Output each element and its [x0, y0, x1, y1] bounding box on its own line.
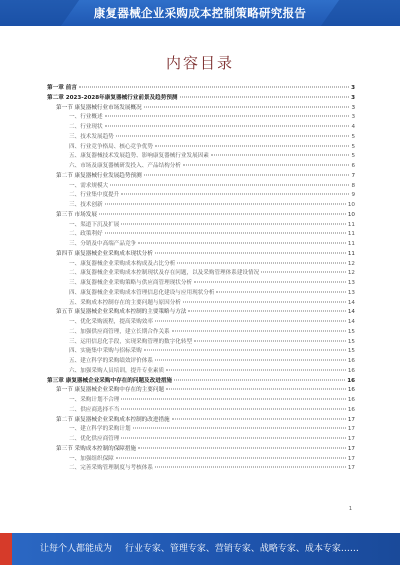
toc-entry-label: 五、建立科学的采购绩效评价体系	[69, 358, 153, 364]
toc-entry[interactable]	[47, 279, 355, 289]
toc-entry-page: 12	[347, 260, 355, 267]
header-bar	[0, 0, 400, 26]
toc-entry-label: 四、康复器械企业采购成本管理信息化建设与应用现状分析	[69, 289, 215, 296]
toc-entry-label: 三、康复器械企业采购策略与供应商管理现状分析	[69, 280, 193, 286]
toc-entry-page: 5	[351, 143, 355, 150]
toc-entry[interactable]	[47, 94, 355, 104]
toc-leader-dots	[121, 408, 346, 409]
toc-entry-label: 二、行业现状	[69, 124, 103, 130]
toc-leader-dots	[105, 116, 350, 117]
toc-leader-dots	[216, 291, 345, 292]
toc-leader-dots	[183, 301, 346, 302]
toc-entry[interactable]	[47, 269, 355, 279]
toc-leader-dots	[144, 106, 350, 107]
toc-leader-dots	[121, 223, 346, 224]
toc-entry[interactable]	[47, 367, 355, 377]
toc-leader-dots	[116, 457, 346, 458]
toc-leader-dots	[79, 87, 349, 88]
toc-entry[interactable]	[47, 464, 355, 474]
toc-entry-label: 二、行业集中度提升	[69, 192, 120, 199]
toc-entry-label: 第三节 采购成本控制的保障措施	[56, 445, 137, 452]
toc-entry-label: 三、技术创新	[69, 202, 103, 208]
toc-entry[interactable]	[47, 201, 355, 211]
toc-entry-label: 五、康复器械技术发展趋势、影响康复器械行业发展因素	[69, 153, 209, 160]
toc-entry-label: 第二节 康复器械行业发展趋势预测	[56, 172, 142, 179]
toc-entry[interactable]	[47, 328, 355, 338]
toc-entry[interactable]	[47, 357, 355, 367]
toc-entry[interactable]	[47, 240, 355, 250]
toc-entry-page: 10	[347, 211, 355, 218]
toc-entry[interactable]	[47, 377, 355, 387]
toc-entry[interactable]	[47, 230, 355, 240]
toc-entry[interactable]	[47, 338, 355, 348]
toc-entry-page: 16	[347, 358, 355, 364]
toc-entry-label: 一、行业概述	[69, 114, 103, 121]
toc-entry-page: 14	[347, 309, 355, 316]
toc-entry-label: 三、技术发展趋势	[69, 133, 114, 140]
toc-entry-page: 16	[347, 367, 355, 374]
toc-entry-page: 17	[347, 416, 355, 423]
footer-slogan-right: 行业专家、管理专家、营销专家、战略专家、成本专家……	[124, 544, 359, 554]
toc-entry-page: 17	[347, 455, 355, 462]
toc-entry-page: 13	[347, 289, 355, 296]
footer-slogan-left: 让每个人都能成为	[40, 544, 113, 554]
toc-entry-page: 11	[347, 221, 355, 228]
toc-leader-dots	[211, 155, 350, 156]
toc-entry-page: 17	[347, 436, 355, 442]
toc-heading: 内容目录	[165, 54, 234, 72]
toc-leader-dots	[105, 233, 346, 234]
toc-entry-label: 二、供应商选择不当	[69, 406, 120, 413]
toc-entry-page: 11	[347, 241, 355, 247]
toc-leader-dots	[155, 360, 346, 361]
table-of-contents	[47, 84, 355, 474]
toc-entry-page: 13	[347, 280, 355, 286]
toc-entry[interactable]	[47, 123, 355, 133]
toc-entry-label: 二、优化供应商管理	[69, 436, 120, 442]
toc-entry[interactable]	[47, 162, 355, 172]
toc-entry-label: 六、加强采购人员培训，提升专业素质	[69, 367, 165, 374]
toc-leader-dots	[155, 321, 346, 322]
toc-entry-label: 第三章 康复器械企业采购中存在的问题及改进措施	[47, 377, 173, 384]
toc-leader-dots	[177, 262, 346, 263]
toc-entry[interactable]	[47, 396, 355, 406]
toc-entry-label: 二、完善采购管理制度与考核体系	[69, 465, 153, 472]
toc-entry[interactable]	[47, 133, 355, 143]
toc-leader-dots	[194, 340, 346, 341]
toc-entry[interactable]	[47, 318, 355, 328]
toc-leader-dots	[133, 428, 346, 429]
toc-leader-dots	[105, 126, 350, 127]
toc-entry[interactable]	[47, 143, 355, 153]
toc-leader-dots	[144, 174, 350, 175]
toc-entry[interactable]	[47, 416, 355, 426]
toc-entry-label: 二、政策利好	[69, 231, 103, 238]
footer-slogan	[40, 533, 390, 565]
toc-entry-label: 第五节 康复器械企业采购成本控制的主要策略与方法	[56, 309, 187, 316]
toc-entry-label: 一、需求规模大	[69, 182, 109, 189]
toc-entry-label: 第四节 康复器械企业采购成本现状分析	[56, 250, 153, 257]
toc-entry[interactable]	[47, 172, 355, 182]
toc-entry-page: 16	[347, 397, 355, 403]
toc-entry-page: 8	[351, 182, 355, 189]
toc-leader-dots	[194, 282, 346, 283]
toc-entry-page: 14	[347, 319, 355, 325]
toc-leader-dots	[188, 311, 345, 312]
toc-leader-dots	[172, 330, 346, 331]
toc-entry-page: 3	[351, 85, 355, 91]
toc-entry[interactable]	[47, 435, 355, 445]
toc-entry[interactable]	[47, 221, 355, 231]
toc-entry-label: 一、加强组织保障	[69, 455, 114, 462]
toc-entry[interactable]	[47, 250, 355, 260]
toc-entry-label: 第一章 前言	[47, 85, 77, 91]
toc-entry-page: 14	[347, 299, 355, 306]
toc-leader-dots	[99, 213, 346, 214]
toc-entry-label: 四、行业竞争格局、核心竞争优势	[69, 143, 153, 150]
toc-leader-dots	[155, 467, 346, 468]
toc-entry[interactable]	[47, 211, 355, 221]
toc-entry-label: 二、加强供应商管理，建立长期合作关系	[69, 328, 170, 335]
toc-entry-page: 17	[347, 465, 355, 472]
toc-entry[interactable]	[47, 347, 355, 357]
toc-leader-dots	[121, 438, 346, 439]
toc-entry-label: 一、康复器械企业采购成本构成及占比分析	[69, 260, 176, 267]
toc-entry-page: 5	[351, 153, 355, 160]
toc-entry-page: 10	[347, 202, 355, 208]
toc-entry-label: 一、建立科学的采购计划	[69, 426, 131, 433]
toc-entry[interactable]	[47, 289, 355, 299]
toc-entry[interactable]	[47, 299, 355, 309]
toc-entry-page: 9	[351, 192, 355, 199]
toc-entry[interactable]	[47, 308, 355, 318]
toc-entry-page: 3	[351, 104, 355, 111]
toc-leader-dots	[138, 447, 346, 448]
toc-entry[interactable]	[47, 425, 355, 435]
toc-entry[interactable]	[47, 84, 355, 94]
toc-leader-dots	[116, 135, 350, 136]
toc-entry-label: 六、市场及康复器械研发投入、产品结构分析	[69, 163, 181, 169]
toc-entry-label: 三、运用信息化手段，实现采购管理的数字化转型	[69, 338, 193, 345]
toc-entry[interactable]	[47, 104, 355, 114]
toc-entry-label: 第三节 市场发展	[56, 211, 97, 218]
toc-leader-dots	[110, 184, 349, 185]
toc-entry-label: 第一节 康复器械行业市场发展概况	[56, 104, 142, 111]
toc-entry-page: 3	[351, 114, 355, 121]
toc-leader-dots	[261, 272, 346, 273]
toc-entry-page: 16	[347, 387, 355, 394]
toc-entry[interactable]	[47, 406, 355, 416]
toc-leader-dots	[121, 194, 349, 195]
toc-entry-page: 16	[347, 406, 355, 413]
toc-leader-dots	[183, 165, 350, 166]
toc-entry-label: 四、实施集中采购与招标采购	[69, 348, 142, 355]
toc-entry-label: 一、采购计划不合理	[69, 397, 120, 403]
toc-entry-page: 3	[351, 94, 355, 101]
toc-leader-dots	[144, 350, 346, 351]
toc-leader-dots	[174, 379, 345, 380]
toc-entry[interactable]	[47, 445, 355, 455]
toc-leader-dots	[180, 96, 350, 97]
toc-entry[interactable]	[47, 182, 355, 192]
toc-entry-page: 4	[351, 124, 355, 130]
toc-entry-label: 五、采购成本控制存在的主要问题与原因分析	[69, 299, 181, 306]
toc-leader-dots	[155, 145, 350, 146]
toc-entry-label: 三、分销及中高端产品竞争	[69, 241, 137, 247]
toc-entry-page: 11	[347, 231, 355, 238]
toc-entry-page: 7	[351, 172, 355, 179]
toc-entry-page: 5	[351, 133, 355, 140]
toc-leader-dots	[166, 389, 346, 390]
toc-entry-label: 一、优化采购流程，提高采购效率	[69, 319, 153, 325]
toc-entry[interactable]	[47, 113, 355, 123]
toc-entry-page: 12	[347, 270, 355, 277]
toc-leader-dots	[121, 399, 346, 400]
toc-entry-page: 15	[347, 328, 355, 335]
toc-entry-label: 二、康复器械企业采购成本控制现状及存在问题，以及采购管理体系建设情况	[69, 270, 260, 277]
page-number: 1	[348, 506, 352, 512]
toc-entry[interactable]	[47, 152, 355, 162]
toc-leader-dots	[105, 204, 346, 205]
toc-entry-page: 17	[347, 445, 355, 452]
toc-entry-label: 第二节 康复器械企业采购成本控制的改进措施	[56, 416, 170, 423]
toc-entry[interactable]	[47, 455, 355, 465]
toc-entry-page: 11	[347, 250, 355, 257]
toc-entry-label: 一、渠道下沉及扩展	[69, 221, 120, 228]
toc-entry-page: 15	[347, 348, 355, 355]
toc-entry-page: 6	[351, 163, 355, 169]
toc-leader-dots	[166, 369, 346, 370]
toc-entry[interactable]	[47, 386, 355, 396]
toc-entry-page: 15	[347, 338, 355, 345]
toc-entry[interactable]	[47, 191, 355, 201]
footer-accent	[0, 533, 12, 565]
toc-entry-label: 第一节 康复器械企业采购中存在的主要问题	[56, 387, 165, 394]
toc-leader-dots	[138, 243, 346, 244]
toc-leader-dots	[172, 418, 346, 419]
toc-entry-page: 17	[347, 426, 355, 433]
report-title: 康复器械企业采购成本控制策略研究报告	[93, 6, 307, 20]
toc-leader-dots	[155, 252, 346, 253]
toc-entry-label: 第二章 2023-2028年康复器械行业前景及趋势预测	[47, 94, 178, 101]
toc-entry[interactable]	[47, 260, 355, 270]
toc-entry-page: 16	[347, 377, 355, 384]
